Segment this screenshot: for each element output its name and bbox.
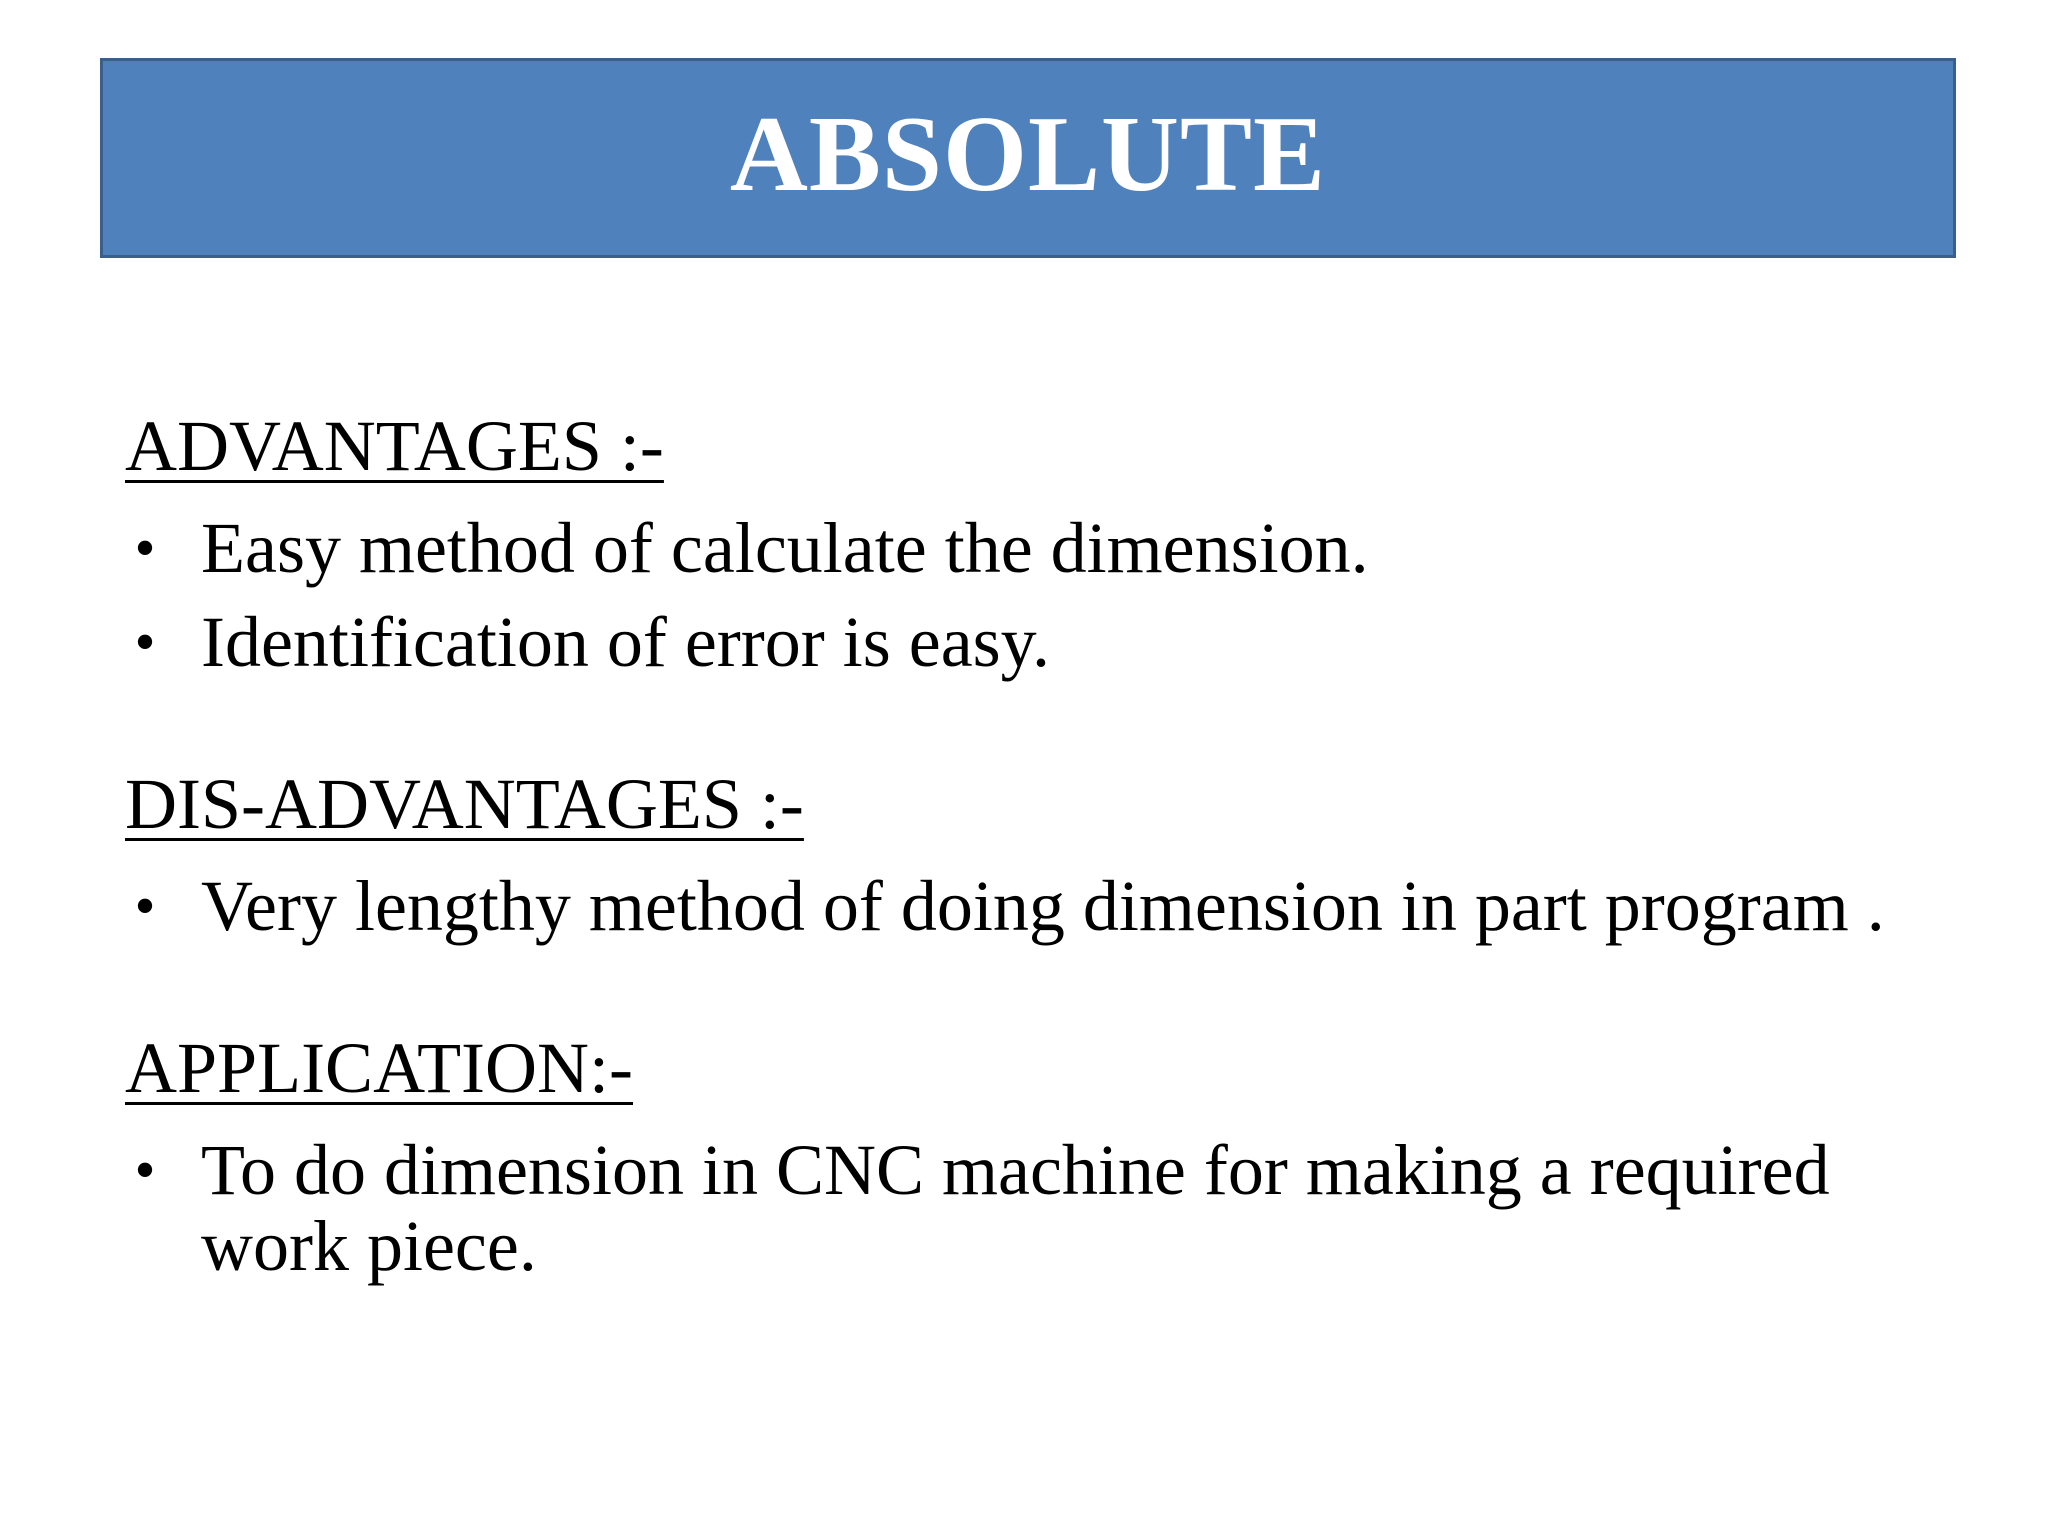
list-item-text: To do dimension in CNC machine for making a required work piece. [201,1130,1830,1286]
advantages-section [125,406,1925,682]
disadvantages-heading: DIS-ADVANTAGES :- [125,764,804,844]
list-item [125,868,1925,944]
slide-title: ABSOLUTE [729,95,1327,214]
title-banner [100,58,1956,258]
disadvantages-list [125,868,1925,944]
bullet-icon: • [134,1137,156,1203]
list-item [125,510,1925,586]
application-heading: APPLICATION:- [125,1028,634,1108]
list-item-text: Very lengthy method of doing dimension in part program . [201,866,1885,946]
bullet-icon: • [134,873,156,939]
list-item [125,1132,1925,1284]
bullet-icon: • [134,609,156,675]
application-list [125,1132,1925,1284]
advantages-list [125,510,1925,680]
slide-body [125,406,1925,1286]
list-item-text: Identification of error is easy. [201,602,1050,682]
list-item-text: Easy method of calculate the dimension. [201,508,1369,588]
bullet-icon: • [134,515,156,581]
disadvantages-section [125,764,1925,946]
application-section [125,1028,1925,1286]
list-item [125,604,1925,680]
advantages-heading: ADVANTAGES :- [125,406,664,486]
